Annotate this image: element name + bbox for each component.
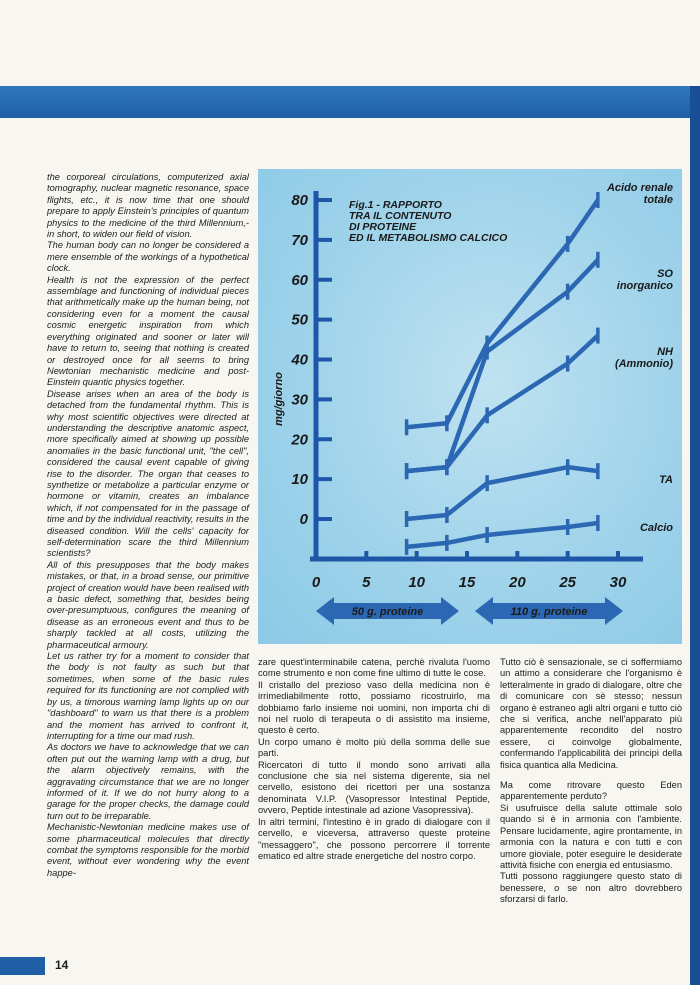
x-tick-label: 0 xyxy=(311,574,321,591)
y-tick-label: 40 xyxy=(291,351,308,369)
x-tick-label: 30 xyxy=(609,574,627,591)
chart-title: ED IL METABOLISMO CALCICO xyxy=(349,232,508,244)
middle-text-column xyxy=(258,657,490,862)
y-tick-label: 10 xyxy=(291,471,308,489)
middle-paragraph: In altri termini, l'intestino è in grado di dialogare con il cervello, e viceversa, attraverso queste proteine "messaggero", che possono percorrere il torrente ematico ed altre strade energetiche del nostro corpo. xyxy=(258,816,490,861)
left-paragraph: As doctors we have to acknowledge that we can often put out the warning lamp with a drug, but the alarm objectively remains, with the aggravating circumstance that we are no longer informed of it. If we do not hurry along to a garage for the proper checks, the damage could turn out to be irreparable. xyxy=(47,742,249,821)
left-paragraph: Mechanistic-Newtonian medicine makes use of some pharmaceutical molecules that directly combat the symptoms responsible for the morbid event, without ever wondering why the event happe- xyxy=(47,822,249,878)
y-axis-label: mg/giorno xyxy=(273,372,285,426)
x-tick-label: 15 xyxy=(458,574,476,591)
right-paragraph: Tutti possono raggiungere questo stato di benessere, o se non altro dovrebbero sforzarsi di farlo. xyxy=(500,871,682,905)
right-paragraph: Ma come ritrovare questo Eden apparentemente perduto? xyxy=(500,780,682,802)
middle-paragraph: zare quest'interminabile catena, perchè rivaluta l'uomo come strumento e non come fine ultimo di tutte le cose. xyxy=(258,657,490,679)
series-label: (Ammonio) xyxy=(614,358,673,370)
series-label: SO xyxy=(657,268,673,280)
middle-paragraph: Ricercatori di tutto il mondo sono arrivati alla conclusione che sia nel sistema digerente, sia nel cervello, esistono dei ricettori per una sostanza denominata V.I.P. (Vasopressor Intestinal Peptide, ovvero, Peptide intestinale ad azione Vasopressiva). xyxy=(258,759,490,816)
series-label: Calcio xyxy=(639,522,673,534)
y-tick-label: 60 xyxy=(291,271,308,289)
chart-title: TRA IL CONTENUTO xyxy=(349,210,452,222)
range-arrow-head-left xyxy=(316,597,334,625)
y-tick-label: 20 xyxy=(291,431,308,449)
left-paragraph: The human body can no longer be considered a mere ensemble of the workings of a hypothetical clock. xyxy=(47,240,249,274)
y-tick-label: 70 xyxy=(291,231,308,249)
left-paragraph: Disease arises when an area of the body is detached from the fundamental rhythm. This is why most scientific objectives were directed at understanding the descriptive anatomic aspect, more specifically aimed at showing up possible anomalies in the basic functional unit, "the cell", considered the causal event capable of giving rise to the disorder. The organ that ceases to synthetize or metabolize a particular enzyme or hormone or vitamin, creates an imbalance which, if not compensated for in the passage of time and by the individual reactivity, results in the diseased condition. Will the cells' capacity for self-determination scare the third Millennium scientists? xyxy=(47,388,249,559)
right-text-column xyxy=(500,657,682,906)
series-label: inorganico xyxy=(616,280,673,292)
range-label: 110 g. proteine xyxy=(510,606,588,618)
left-paragraph: All of this presupposes that the body makes mistakes, or that, in a broad sense, our primitive project of creation would have been realised with a basic defect, something that, besides being over-presumptuous, configures the meaning of disease as an erroneous event and thus to be sharply tackled at all costs, utilizing the pharmaceutical armoury. xyxy=(47,559,249,650)
range-arrow-head-left xyxy=(475,597,493,625)
range-label: 50 g. proteine xyxy=(351,606,424,618)
middle-paragraph: Il cristallo del prezioso vaso della medicina non è irrimediabilmente rotto, possiamo ricostruirlo, ma dobbiamo farlo insieme noi uomini, non importa chi di noi nel ruolo di terapeuta o di assistito ma insieme, questo è certo. xyxy=(258,679,490,736)
left-text-column xyxy=(47,172,249,879)
left-paragraph: Let us rather try for a moment to consider that the body is not faulty as such but that sometimes, when some of the basic rules required for its functioning are not complied with by us, a timorous warning lamp lights up on our "dashboard" to warn us that there is a problem and the moment has arrived to confront it, interrupting for a time our mad rush. xyxy=(47,651,249,741)
y-tick-label: 80 xyxy=(291,192,308,209)
right-paragraph: Tutto ciò è sensazionale, se ci soffermiamo un attimo a considerare che l'organismo è letteralmente in grado di dialogare, oltre che di comunicare con sè stesso; nessun organo è estraneo agli altri organi e tutto ciò che si verifica, anche nell'apparato più apparentemente recondito del nostro essere, ci coinvolge globalmente, confermando l'applicabilità dei principi della fisica quantica alla Medicina. xyxy=(500,657,682,770)
range-arrow-head-right xyxy=(605,597,623,625)
y-tick-label: 30 xyxy=(291,391,308,409)
chart-canvas xyxy=(258,169,682,644)
y-tick-label: 0 xyxy=(299,511,308,528)
page-number: 14 xyxy=(55,958,69,972)
x-tick-label: 10 xyxy=(408,574,426,591)
range-arrow-head-right xyxy=(441,597,459,625)
series-label: Acido renale xyxy=(606,182,673,194)
x-tick-label: 5 xyxy=(362,574,371,591)
series-label: totale xyxy=(643,194,673,206)
y-tick-label: 50 xyxy=(291,311,308,329)
figure-1-chart xyxy=(258,169,682,644)
right-paragraph: Si usufruisce della salute ottimale solo quando si è in armonia con l'ambiente. Pensare lucidamente, agire prontamente, in armonia con la natura e con tutti e con umore gioviale, poter eseguire le desiderate attività fisiche con energia ed entusiasmo. xyxy=(500,802,682,870)
series-label: TA xyxy=(659,474,673,486)
page-edge-band xyxy=(690,86,700,985)
chart-title: Fig.1 - RAPPORTO xyxy=(349,199,442,211)
left-paragraph: the corporeal circulations, computerized axial tomography, nuclear magnetic resonance, space flights, etc., it is now time that one should prepare to apply Einstein's principles of quantum physics to the medicine of the third Millennium,- in short, to widen our field of vision. xyxy=(47,172,249,240)
x-tick-label: 20 xyxy=(508,574,526,591)
chart-title: DI PROTEINE xyxy=(349,221,417,233)
middle-paragraph: Un corpo umano è molto più della somma delle sue parti. xyxy=(258,736,490,759)
page-number-bar xyxy=(0,957,45,975)
series-label: NH xyxy=(657,346,673,358)
left-paragraph: Health is not the expression of the perfect assemblage and functioning of individual pieces that arithmetically make up the human being, not considering even for a moment the causal cosmic energetic inspiration from which everything originated and sooner or later will have to return to, seeing that nothing is created or destroyed once for all seems to bring Newtonian mechanistic medicine and post-Einstein quantic physics together. xyxy=(47,274,249,388)
header-band xyxy=(0,86,700,118)
x-tick-label: 25 xyxy=(559,574,577,591)
